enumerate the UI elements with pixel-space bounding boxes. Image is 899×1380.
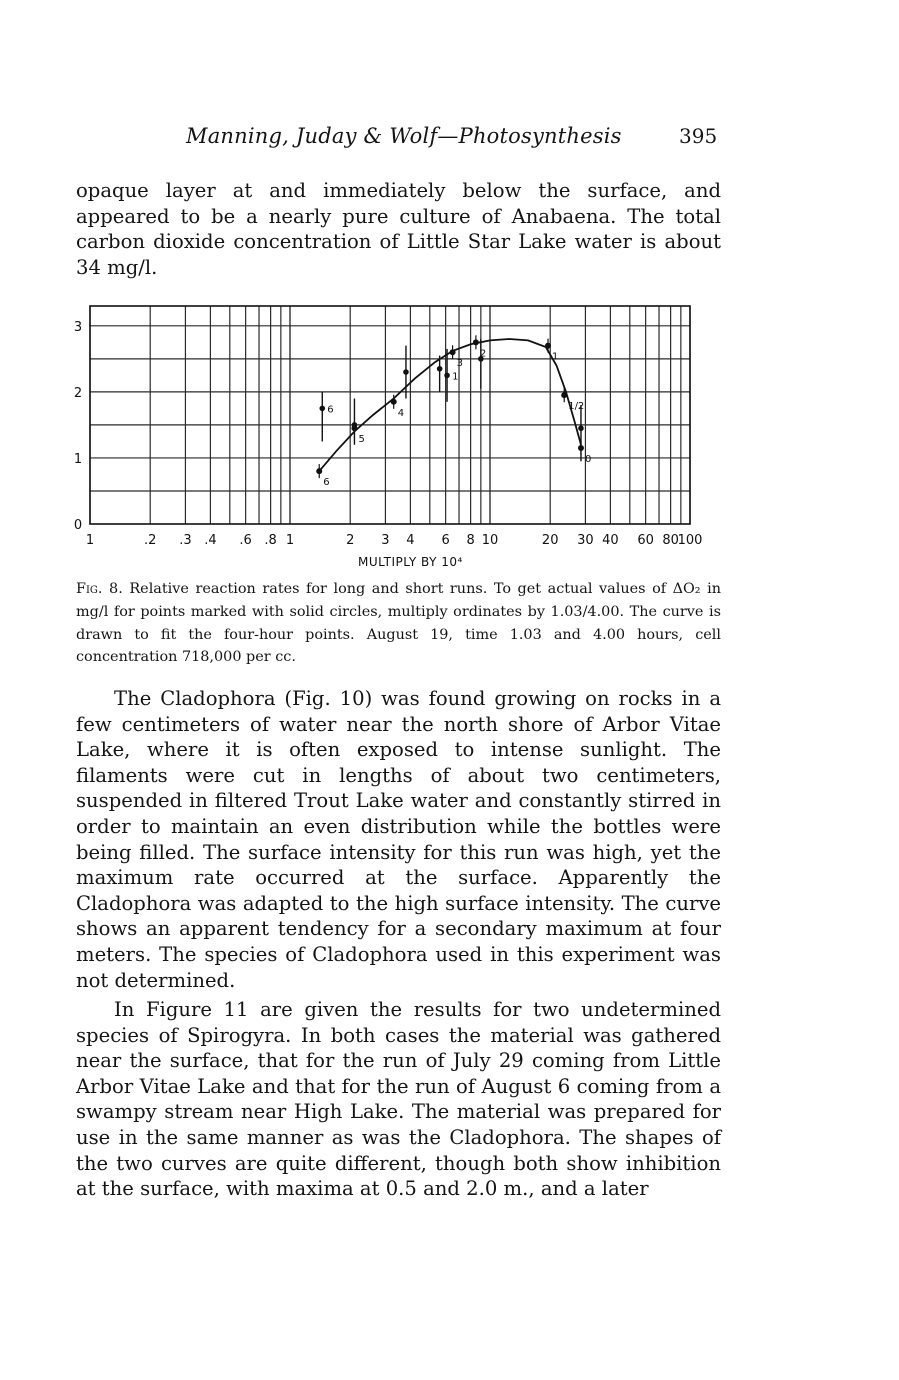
data-point-label: 6 [323, 477, 330, 489]
caption-text: Relative reaction rates for long and short runs. To get actual values of ΔO₂ in mg/l for points marked with solid circles, multiply ordinates by 1.03/4.00. The curve is drawn to fit the four-hour points. August 19, time 1.03 and 4.00 hours, cell concentration 718,000 per cc. [76, 581, 721, 666]
x-tick-label: 80 [662, 533, 679, 548]
x-tick-label: .6 [239, 533, 252, 548]
x-tick-label: 8 [466, 533, 475, 548]
data-point-label: 0 [584, 454, 592, 466]
x-tick-label: 20 [541, 533, 559, 548]
short-run-point [444, 373, 450, 379]
data-point-label: 2 [479, 348, 487, 360]
data-point-label: 5 [358, 434, 365, 446]
running-title: Manning, Juday & Wolf—Photosynthesis [186, 124, 622, 148]
x-tick-label: 30 [577, 533, 594, 548]
short-run-point [578, 425, 584, 431]
y-tick-label: 0 [73, 518, 83, 533]
data-point-label: 3 [456, 358, 463, 370]
x-tick-label: .2 [144, 533, 157, 548]
caption-label: Fig. 8. [76, 581, 123, 597]
x-tick-label: 60 [637, 533, 654, 548]
paragraph-spirogyra: In Figure 11 are given the results for two undetermined species of Spirogyra. In both cases the material was gathered near the surface, that for the run of July 29 coming from Little Arbor Vitae Lake and that for the run of August 6 coming from a swampy stream near High Lake. The material was prepared for use in the same manner as was the Cladophora. The shapes of the two curves are quite different, though both show inhibition at the surface, with maxima at 0.5 and 2.0 m., and a later [76, 998, 721, 1201]
tick-labels-layer [74, 320, 703, 569]
x-tick-label: 1 [285, 533, 295, 548]
x-tick-label: 1 [85, 533, 95, 548]
x-tick-label: 40 [602, 533, 619, 548]
x-axis-label: MULTIPLY BY 10⁴ [358, 555, 463, 569]
data-point-label: 1 [552, 351, 559, 363]
x-tick-label: 3 [381, 533, 390, 548]
y-tick-label: 3 [73, 319, 83, 335]
x-tick-label: .3 [179, 533, 192, 548]
x-tick-label: 100 [677, 533, 703, 548]
chart-svg [68, 300, 728, 575]
data-point-label: 1/2 [568, 401, 585, 413]
x-tick-label: .8 [264, 533, 277, 548]
paragraph-cladophora: The Cladophora (Fig. 10) was found growing on rocks in a few centimeters of water near the north shore of Arbor Vitae Lake, where it is often exposed to intense sunlight. The filaments were cut in lengths of about two centimeters, suspended in filtered Trout Lake water and constantly stirred in order to maintain an even distribution while the bottles were being filled. The surface intensity for this run was high, yet the maximum rate occurred at the surface. Apparently the Cladophora was adapted to the high surface intensity. The curve shows an apparent tendency for a secondary maximum at four meters. The species of Cladophora used in this experiment was not determined. [76, 687, 721, 992]
x-tick-label: 10 [481, 533, 499, 548]
running-header [0, 124, 899, 154]
paragraph-anabaena: opaque layer at and immediately below the surface, and appeared to be a nearly pure culture of Anabaena. The total carbon dioxide concentration of Little Star Lake water is about 34 mg/l. [76, 179, 721, 279]
short-run-label: 6 [327, 404, 334, 416]
short-run-point [437, 366, 443, 372]
x-tick-label: 4 [406, 533, 415, 548]
data-point-label: 4 [397, 407, 405, 419]
y-tick-label: 1 [73, 451, 83, 467]
short-run-point [403, 369, 409, 375]
x-tick-label: .4 [204, 533, 217, 548]
chart-grid [90, 306, 690, 524]
figure-caption [76, 578, 721, 669]
short-run-point [319, 406, 325, 412]
x-tick-label: 2 [346, 533, 355, 548]
short-run-label: 1 [452, 371, 459, 383]
figure-8-chart [68, 300, 728, 575]
y-tick-label: 2 [73, 385, 83, 401]
x-tick-label: 6 [441, 533, 450, 548]
page-number: 395 [679, 124, 718, 148]
